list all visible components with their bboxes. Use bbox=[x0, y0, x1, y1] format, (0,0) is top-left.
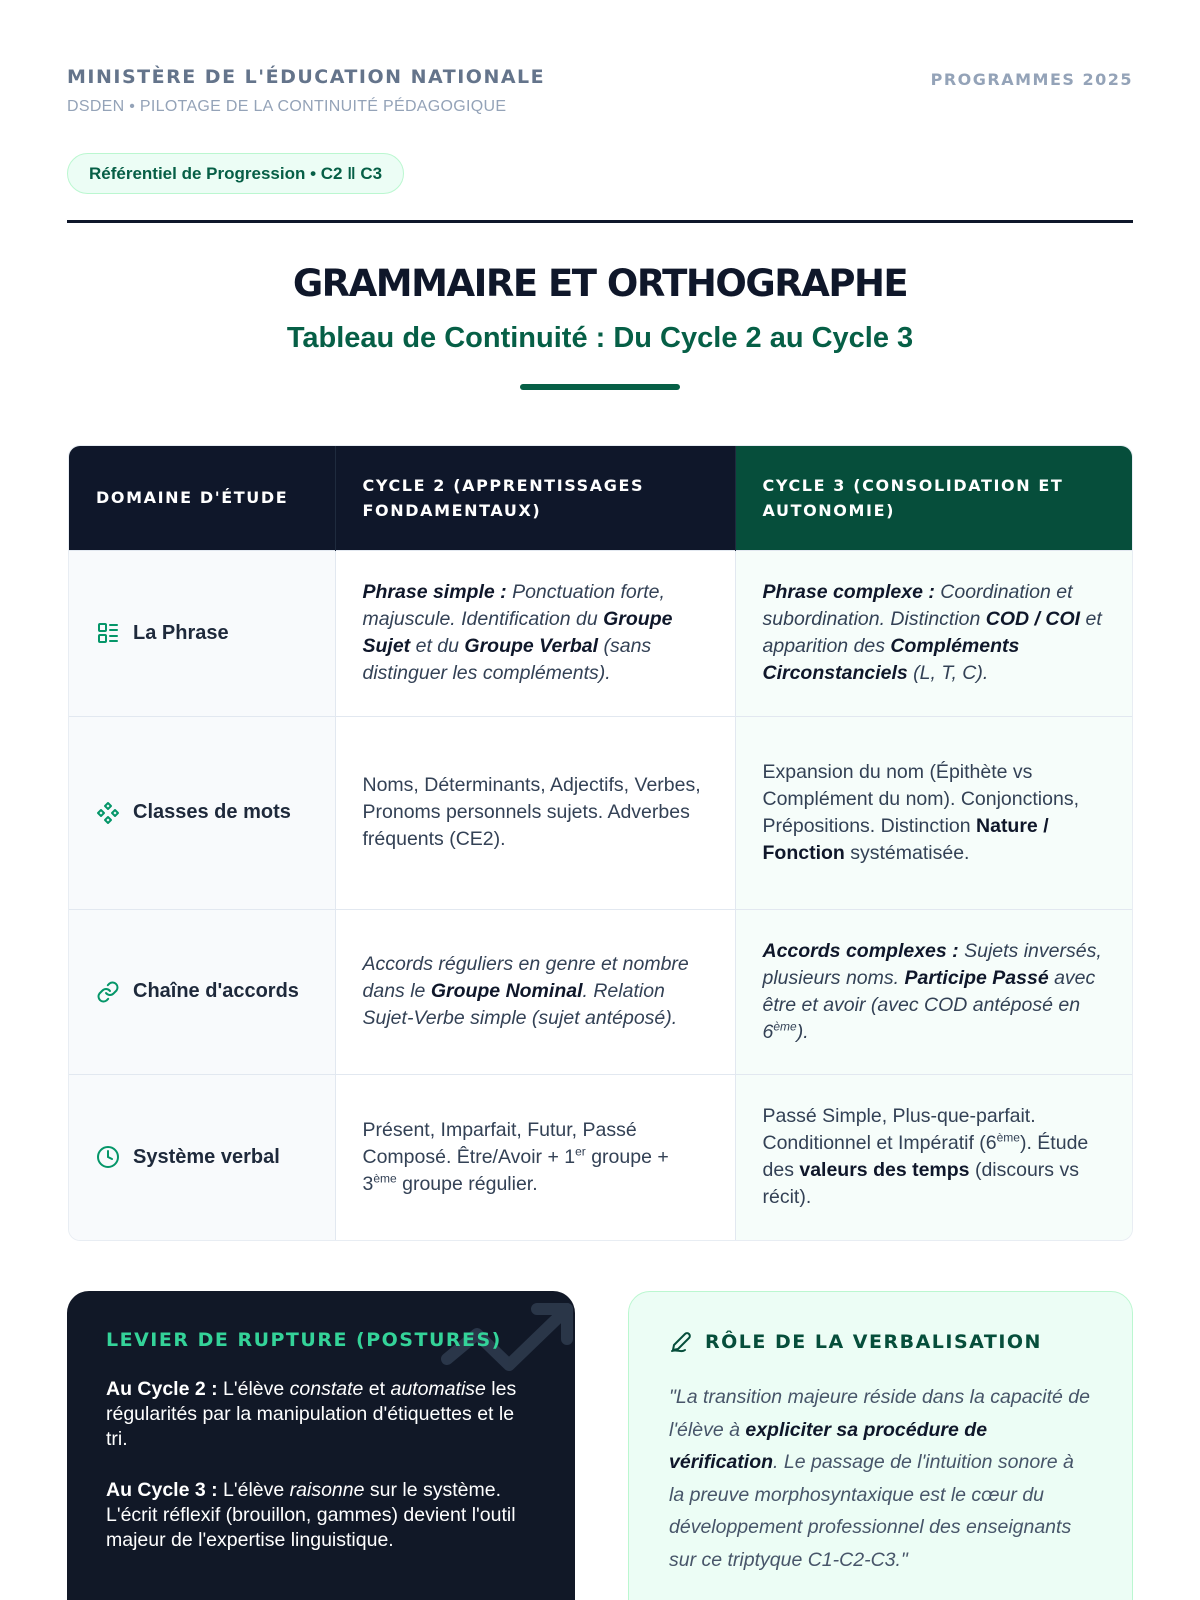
key-term: Phrase simple : bbox=[362, 581, 507, 603]
cell-text: groupe + 3 bbox=[362, 1145, 669, 1195]
cycle3-cell bbox=[735, 550, 1133, 716]
domain-cell bbox=[69, 550, 335, 716]
cell-text: les régularités par la manipulation d'étiquettes et le tri. bbox=[106, 1378, 517, 1450]
lever-cycle2 bbox=[106, 1377, 536, 1452]
cell-text: ). Étude des bbox=[762, 1132, 1089, 1182]
cell-text: L'élève bbox=[217, 1378, 290, 1400]
domain-cell bbox=[69, 909, 335, 1074]
cell-text: ). bbox=[796, 1020, 809, 1043]
cell-text: (L, T, C). bbox=[907, 662, 989, 684]
verbalisation-heading bbox=[669, 1330, 1092, 1354]
key-term: Phrase complexe : bbox=[762, 581, 935, 603]
page-subtitle: Tableau de Continuité : Du Cycle 2 au Cycle 3 bbox=[286, 322, 914, 354]
table-row bbox=[69, 550, 1133, 716]
emphasis: automatise bbox=[390, 1378, 486, 1400]
key-term: Au Cycle 2 : bbox=[106, 1378, 218, 1400]
table-row bbox=[69, 909, 1133, 1074]
cell-text: . Relation Sujet-Verbe simple (sujet antéposé). bbox=[362, 980, 678, 1029]
header-divider bbox=[67, 220, 1133, 223]
pen-icon bbox=[669, 1330, 693, 1354]
verbalisation-quote bbox=[669, 1381, 1092, 1576]
domain-label: Système verbal bbox=[133, 1145, 280, 1168]
cell-text: sur le système. L'écrit réflexif (brouillon, gammes) devient l'outil majeur de l'expertise linguistique. bbox=[106, 1479, 516, 1551]
cell-text: Présent, Imparfait, Futur, Passé Composé. Être/Avoir + 1 bbox=[362, 1118, 637, 1168]
department-line: DSDEN • PILOTAGE DE LA CONTINUITÉ PÉDAGOGIQUE bbox=[67, 98, 507, 115]
cell-text: groupe régulier. bbox=[396, 1172, 538, 1195]
cycle2-cell bbox=[335, 909, 735, 1074]
cell-text: (sans distinguer les compléments). bbox=[362, 635, 652, 684]
cycle2-cell bbox=[335, 716, 735, 909]
key-term: Groupe Verbal bbox=[464, 635, 599, 657]
cell-text: systématisée. bbox=[844, 841, 970, 864]
lever-title: LEVIER DE RUPTURE (POSTURES) bbox=[106, 1329, 502, 1351]
superscript: er bbox=[575, 1144, 586, 1159]
verbalisation-title: RÔLE DE LA VERBALISATION bbox=[705, 1331, 1042, 1353]
programmes-year: PROGRAMMES 2025 bbox=[930, 70, 1133, 89]
cell-text: . Le passage de l'intuition sonore à la preuve morphosyntaxique est le cœur du développement professionnel des enseignants sur ce triptyque C1-C2-C3." bbox=[669, 1451, 1074, 1571]
cell-text: avec être et avoir (avec COD antéposé en 6 bbox=[762, 966, 1096, 1043]
cycle3-cell bbox=[735, 1074, 1133, 1240]
cell-text: Noms, Déterminants, Adjectifs, Verbes, Pronoms personnels sujets. Adverbes fréquents (CE2). bbox=[362, 774, 701, 850]
cycle3-cell bbox=[735, 909, 1133, 1074]
cell-text: Passé Simple, Plus-que-parfait. Conditionnel et Impératif (6 bbox=[762, 1105, 1036, 1155]
table-row bbox=[69, 716, 1133, 909]
emphasis: constate bbox=[289, 1378, 364, 1400]
table-row bbox=[69, 1074, 1133, 1240]
superscript: ème bbox=[373, 1171, 397, 1186]
key-term: expliciter sa procédure de vérification bbox=[669, 1418, 988, 1473]
emphasis: raisonne bbox=[289, 1479, 365, 1501]
key-term: Compléments Circonstanciels bbox=[762, 635, 1020, 684]
header-domain: DOMAINE D'ÉTUDE bbox=[69, 446, 335, 550]
key-term: Participe Passé bbox=[904, 966, 1049, 989]
key-term: Au Cycle 3 : bbox=[106, 1479, 218, 1501]
cycle2-cell bbox=[335, 1074, 735, 1240]
key-term: Nature / Fonction bbox=[762, 814, 1049, 864]
continuity-table bbox=[68, 445, 1133, 1241]
superscript: ème bbox=[773, 1019, 797, 1033]
superscript: ème bbox=[996, 1130, 1020, 1145]
page-title: GRAMMAIRE ET ORTHOGRAPHE bbox=[292, 262, 908, 305]
cell-text: et du bbox=[410, 635, 465, 657]
lever-card bbox=[67, 1291, 575, 1600]
cell-text: Expansion du nom (Épithète vs Complément du nom). Conjonctions, Prépositions. Distinction bbox=[762, 760, 1079, 837]
key-term: Groupe Nominal bbox=[430, 980, 583, 1002]
cell-text: et bbox=[363, 1378, 391, 1400]
header-cycle2: CYCLE 2 (APPRENTISSAGES FONDAMENTAUX) bbox=[335, 446, 735, 550]
key-term: Accords complexes : bbox=[762, 939, 959, 962]
verbalisation-card bbox=[628, 1291, 1133, 1600]
cell-text: Coordination et subordination. Distinction bbox=[762, 581, 1073, 630]
domain-label: La Phrase bbox=[133, 621, 229, 644]
key-term: Groupe Sujet bbox=[362, 608, 673, 657]
title-accent-bar bbox=[520, 384, 680, 390]
domain-label: Chaîne d'accords bbox=[133, 980, 299, 1002]
key-term: valeurs des temps bbox=[799, 1159, 970, 1182]
cycle2-cell bbox=[335, 550, 735, 716]
cell-text: (discours vs récit). bbox=[762, 1159, 1079, 1209]
shapes-icon bbox=[96, 801, 120, 825]
cycle3-cell bbox=[735, 716, 1133, 909]
progression-badge: Référentiel de Progression • C2 ‖ C3 bbox=[67, 153, 404, 194]
key-term: COD / COI bbox=[985, 608, 1081, 630]
cell-text: L'élève bbox=[217, 1479, 290, 1501]
table-header-row bbox=[69, 446, 1133, 550]
domain-cell bbox=[69, 1074, 335, 1240]
page-header bbox=[67, 66, 1133, 226]
header-cycle3: CYCLE 3 (CONSOLIDATION ET AUTONOMIE) bbox=[735, 446, 1133, 550]
ministry-name: MINISTÈRE DE L'ÉDUCATION NATIONALE bbox=[67, 66, 546, 88]
cell-text: "La transition majeure réside dans la capacité de l'élève à bbox=[669, 1386, 1091, 1441]
cell-text: Accords réguliers en genre et nombre dans le bbox=[362, 953, 689, 1002]
list-icon bbox=[96, 621, 120, 645]
cell-text: Ponctuation forte, majuscule. Identification du bbox=[362, 581, 665, 630]
cell-text: Sujets inversés, plusieurs noms. bbox=[762, 939, 1102, 989]
domain-label: Classes de mots bbox=[133, 801, 291, 823]
lever-cycle3 bbox=[106, 1478, 536, 1553]
link-icon bbox=[96, 980, 120, 1004]
domain-cell bbox=[69, 716, 335, 909]
cell-text: et apparition des bbox=[762, 608, 1102, 657]
clock-icon bbox=[96, 1145, 120, 1169]
